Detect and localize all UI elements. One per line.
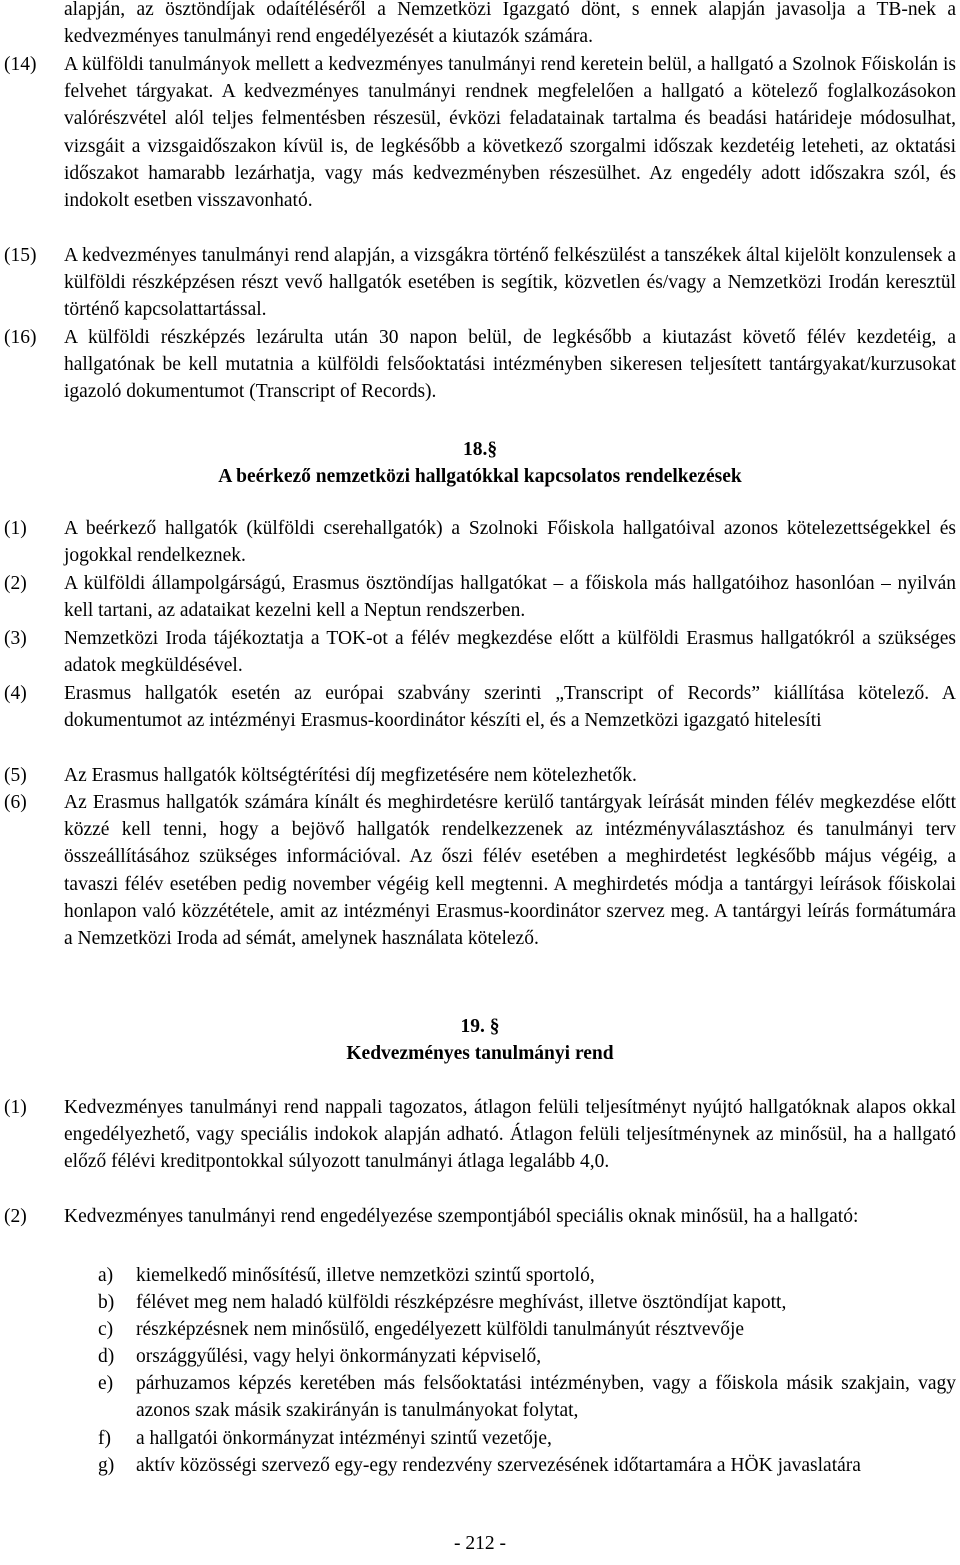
- item-text: Az Erasmus hallgatók számára kínált és meghirdetésre kerülő tantárgyak leírását minden félév megkezdése előtt közzé kell tenni, hogy a bejövő hallgatók rendelkezzenek az intézményválasztáshoz és tanulmányi terv összeállításához szükséges információval. Az őszi félév esetében a meghirdetést legkésőbb május végéig, a tavaszi félév esetében pedig november végéig kell megtenni. A meghirdetés módja a tantárgyi leírások főiskolai honlapon való közzététele, amit az intézményi Erasmus-koordinátor szervez meg. A tantárgyi leírás formátumára a Nemzetközi Iroda ad sémát, amelynek használata kötelező.: [64, 792, 956, 950]
- section-19-number: [0, 1013, 960, 1040]
- item-number: (1): [4, 518, 27, 539]
- subitem-label: a): [98, 1265, 114, 1286]
- item-text: A külföldi állampolgárságú, Erasmus ösztöndíjas hallgatókat – a főiskola más hallgatóihoz hasonlóan – nyilván kell tartani, az adataikat kezelni kell a Neptun rendszerben.: [64, 573, 956, 622]
- section-18-title: A beérkező nemzetközi hallgatókkal kapcsolatos rendelkezések: [218, 466, 742, 487]
- item-number: (1): [4, 1097, 27, 1118]
- section-number: 19.: [460, 1016, 485, 1037]
- section-number: 18.: [462, 439, 488, 460]
- item-text: A beérkező hallgatók (külföldi cserehallgatók) a Szolnoki Főiskola hallgatóival azonos kötelezettségekkel és jogokkal rendelkeznek.: [64, 518, 956, 567]
- paragraph-number: (14): [4, 54, 37, 75]
- subitem-text: a hallgatói önkormányzat intézményi szintű vezetője,: [136, 1428, 552, 1449]
- section-19-title: Kedvezményes tanulmányi rend: [346, 1043, 614, 1064]
- item-number: (6): [4, 792, 27, 813]
- section-18-number: [0, 436, 960, 463]
- subitem-text: párhuzamos képzés keretében más felsőoktatási intézményben, vagy a főiskola másik szakjain, vagy azonos szak másik szakirányán is tanulmányokat folytat,: [136, 1373, 956, 1422]
- item-text: Az Erasmus hallgatók költségtérítési díj megfizetésére nem kötelezhetők.: [64, 765, 637, 786]
- subitem-label: c): [98, 1319, 114, 1340]
- item-number: (2): [4, 573, 27, 594]
- intro-text: alapján, az ösztöndíjak odaítéléséről a Nemzetközi Igazgató dönt, s ennek alapján javasolja a TB-nek a kedvezményes tanulmányi rend engedélyezését a kiutazók számára.: [64, 0, 956, 48]
- item-text: Erasmus hallgatók esetén az európai szabvány szerinti „Transcript of Records” kiállítása kötelező. A dokumentumot az intézményi Erasmus-koordinátor készíti el, és a Nemzetközi igazgató hitelesíti: [64, 683, 956, 732]
- page-number: - 212 -: [454, 1533, 506, 1554]
- subitem-text: aktív közösségi szervező egy-egy rendezvény szervezésének időtartamára a HÖK javaslatára: [136, 1455, 861, 1476]
- paragraph-text: A kedvezményes tanulmányi rend alapján, a vizsgákra történő felkészülést a tanszékek által kijelölt konzulensek a külföldi részképzésen részt vevő hallgatók esetében is segítik, közvetlen és/vagy a Nemzetközi Irodán keresztül történő kapcsolattartással.: [64, 245, 956, 321]
- subitem-text: félévet meg nem haladó külföldi részképzésre meghívást, illetve ösztöndíjat kapott,: [136, 1292, 787, 1313]
- item-text: Kedvezményes tanulmányi rend nappali tagozatos, átlagon felüli teljesítményt nyújtó hallgatóknak alapos okkal engedélyezhető, vagy speciális indokok alapján adható. Átlagon felüli teljesítménynek az minősül, ha a hallgató előző félévi kreditpontokkal súlyozott tanulmányi átlaga legalább 4,0.: [64, 1097, 956, 1173]
- paragraph-number: (15): [4, 245, 37, 266]
- paragraph-sign: §: [489, 1016, 500, 1037]
- item-text: Nemzetközi Iroda tájékoztatja a TOK-ot a félév megkezdése előtt a külföldi Erasmus hallgatókról a szükséges adatok megküldésével.: [64, 628, 956, 677]
- paragraph-number: (16): [4, 327, 37, 348]
- paragraph-text: A külföldi részképzés lezárulta után 30 napon belül, de legkésőbb a kiutazást követő félév kezdetéig, a hallgatónak be kell mutatnia a külföldi felsőoktatási intézményben sikeresen teljesített tantárgyakat/kurzusokat igazoló dokumentumot (Transcript of Records).: [64, 327, 956, 403]
- paragraph-sign: §: [487, 439, 498, 460]
- subitem-label: e): [98, 1373, 114, 1394]
- subitem-label: d): [98, 1346, 115, 1367]
- item-number: (2): [4, 1206, 27, 1227]
- item-number: (4): [4, 683, 27, 704]
- item-number: (3): [4, 628, 27, 649]
- subitem-text: kiemelkedő minősítésű, illetve nemzetközi szintű sportoló,: [136, 1265, 595, 1286]
- item-text: Kedvezményes tanulmányi rend engedélyezése szempontjából speciális oknak minősül, ha a hallgató:: [64, 1206, 859, 1227]
- paragraph-text: A külföldi tanulmányok mellett a kedvezményes tanulmányi rend keretein belül, a hallgató a Szolnok Főiskolán is felvehet tárgyakat. A kedvezményes tanulmányi rendnek megfelelően a hallgató a kötelező foglalkozásokon valórészvétel alól teljes felmentésben részesül, évközi feladatainak tartalma és beadási határideje módosulhat, vizsgáit a vizsgaidőszakon kívül is, de legkésőbb a következő szorgalmi időszak kezdetéig leteheti, az oktatási időszakot hamarabb lezárhatja, vagy más kedvezményben részesülhet. Az engedély adott időszakra szól, és indokolt esetben visszavonható.: [64, 54, 956, 212]
- item-number: (5): [4, 765, 27, 786]
- subitem-label: g): [98, 1455, 115, 1476]
- subitem-text: részképzésnek nem minősülő, engedélyezett külföldi tanulmányút résztvevője: [136, 1319, 745, 1340]
- subitem-text: országgyűlési, vagy helyi önkormányzati képviselő,: [136, 1346, 542, 1367]
- subitem-label: f): [98, 1428, 111, 1449]
- subitem-label: b): [98, 1292, 115, 1313]
